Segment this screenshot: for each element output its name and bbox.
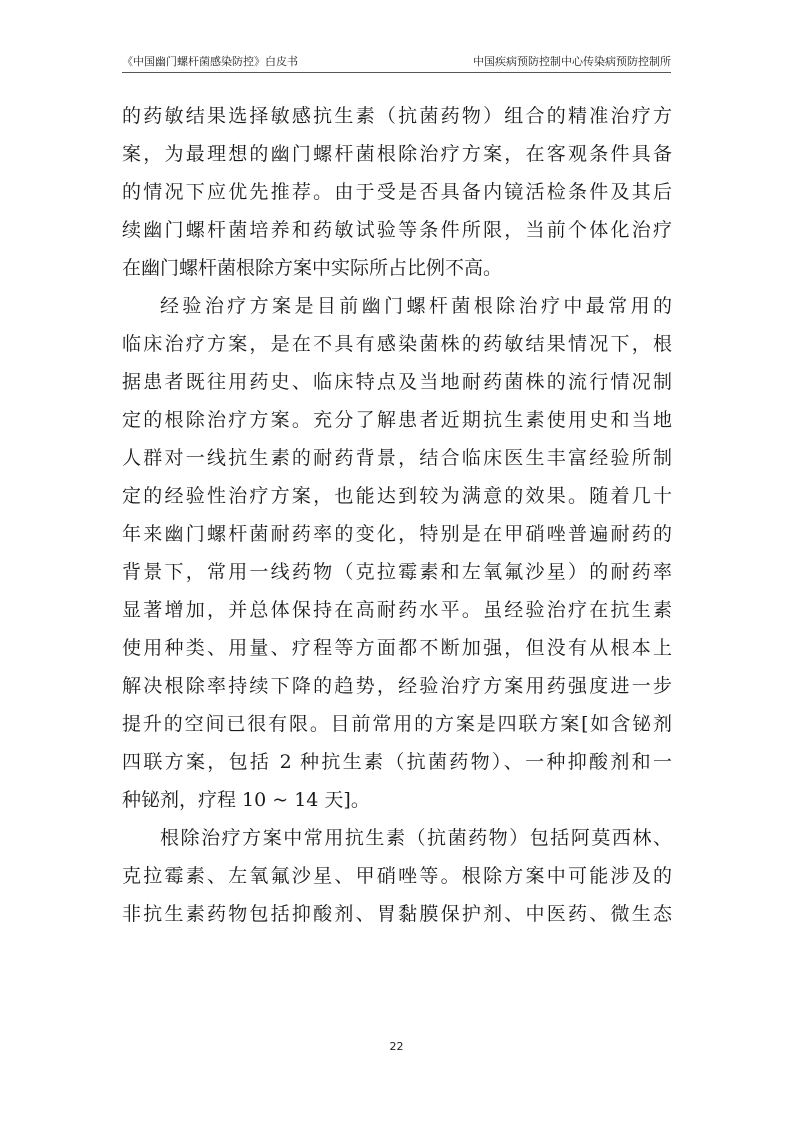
text-line: 的药敏结果选择敏感抗生素（抗菌药物）组合的精准治疗方 <box>122 105 672 127</box>
paragraph-1 <box>122 97 672 287</box>
text-line: 经验治疗方案是目前幽门螺杆菌根除治疗中最常用的 <box>160 295 672 317</box>
text-line: 显著增加，并总体保持在高耐药水平。虽经验治疗在抗生素 <box>122 599 672 621</box>
text-line: 使用种类、用量、疗程等方面都不断加强，但没有从根本上 <box>122 637 672 659</box>
text-line: 克拉霉素、左氧氟沙星、甲硝唑等。根除方案中可能涉及的 <box>122 865 672 887</box>
text-line: 解决根除率持续下降的趋势，经验治疗方案用药强度进一步 <box>122 675 672 697</box>
text-line: 临床治疗方案，是在不具有感染菌株的药敏结果情况下，根 <box>122 333 672 355</box>
text-line: 非抗生素药物包括抑酸剂、胃黏膜保护剂、中医药、微生态 <box>122 903 672 925</box>
text-line: 续幽门螺杆菌培养和药敏试验等条件所限，当前个体化治疗 <box>122 219 672 241</box>
text-line: 案，为最理想的幽门螺杆菌根除治疗方案，在客观条件具备 <box>122 143 672 165</box>
paragraph-2 <box>122 287 672 819</box>
page-header <box>122 55 671 73</box>
text-line: 年来幽门螺杆菌耐药率的变化，特别是在甲硝唑普遍耐药的 <box>122 523 672 545</box>
page-number: 22 <box>389 1040 404 1053</box>
text-line: 人群对一线抗生素的耐药背景，结合临床医生丰富经验所制 <box>122 447 672 469</box>
text-line: 四联方案，包括 2 种抗生素（抗菌药物）、一种抑酸剂和一 <box>122 751 672 773</box>
header-title: 《中国幽门螺杆菌感染防控》白皮书 <box>122 55 298 68</box>
text-line: 的情况下应优先推荐。由于受是否具备内镜活检条件及其后 <box>122 181 672 203</box>
text-line: 在幽门螺杆菌根除方案中实际所占比例不高。 <box>122 257 503 279</box>
text-line: 背景下，常用一线药物（克拉霉素和左氧氟沙星）的耐药率 <box>122 561 672 583</box>
text-line: 种铋剂，疗程 10 ~ 14 天]。 <box>122 789 370 811</box>
text-line: 定的根除治疗方案。充分了解患者近期抗生素使用史和当地 <box>122 409 672 431</box>
header-divider <box>122 72 671 73</box>
text-line: 定的经验性治疗方案，也能达到较为满意的效果。随着几十 <box>122 485 672 507</box>
document-body <box>122 97 672 933</box>
text-line: 据患者既往用药史、临床特点及当地耐药菌株的流行情况制 <box>122 371 672 393</box>
text-line: 提升的空间已很有限。目前常用的方案是四联方案[如含铋剂 <box>122 713 672 735</box>
header-organization: 中国疾病预防控制中心传染病预防控制所 <box>473 55 671 68</box>
paragraph-3 <box>122 819 672 933</box>
text-line: 根除治疗方案中常用抗生素（抗菌药物）包括阿莫西林、 <box>160 827 672 849</box>
